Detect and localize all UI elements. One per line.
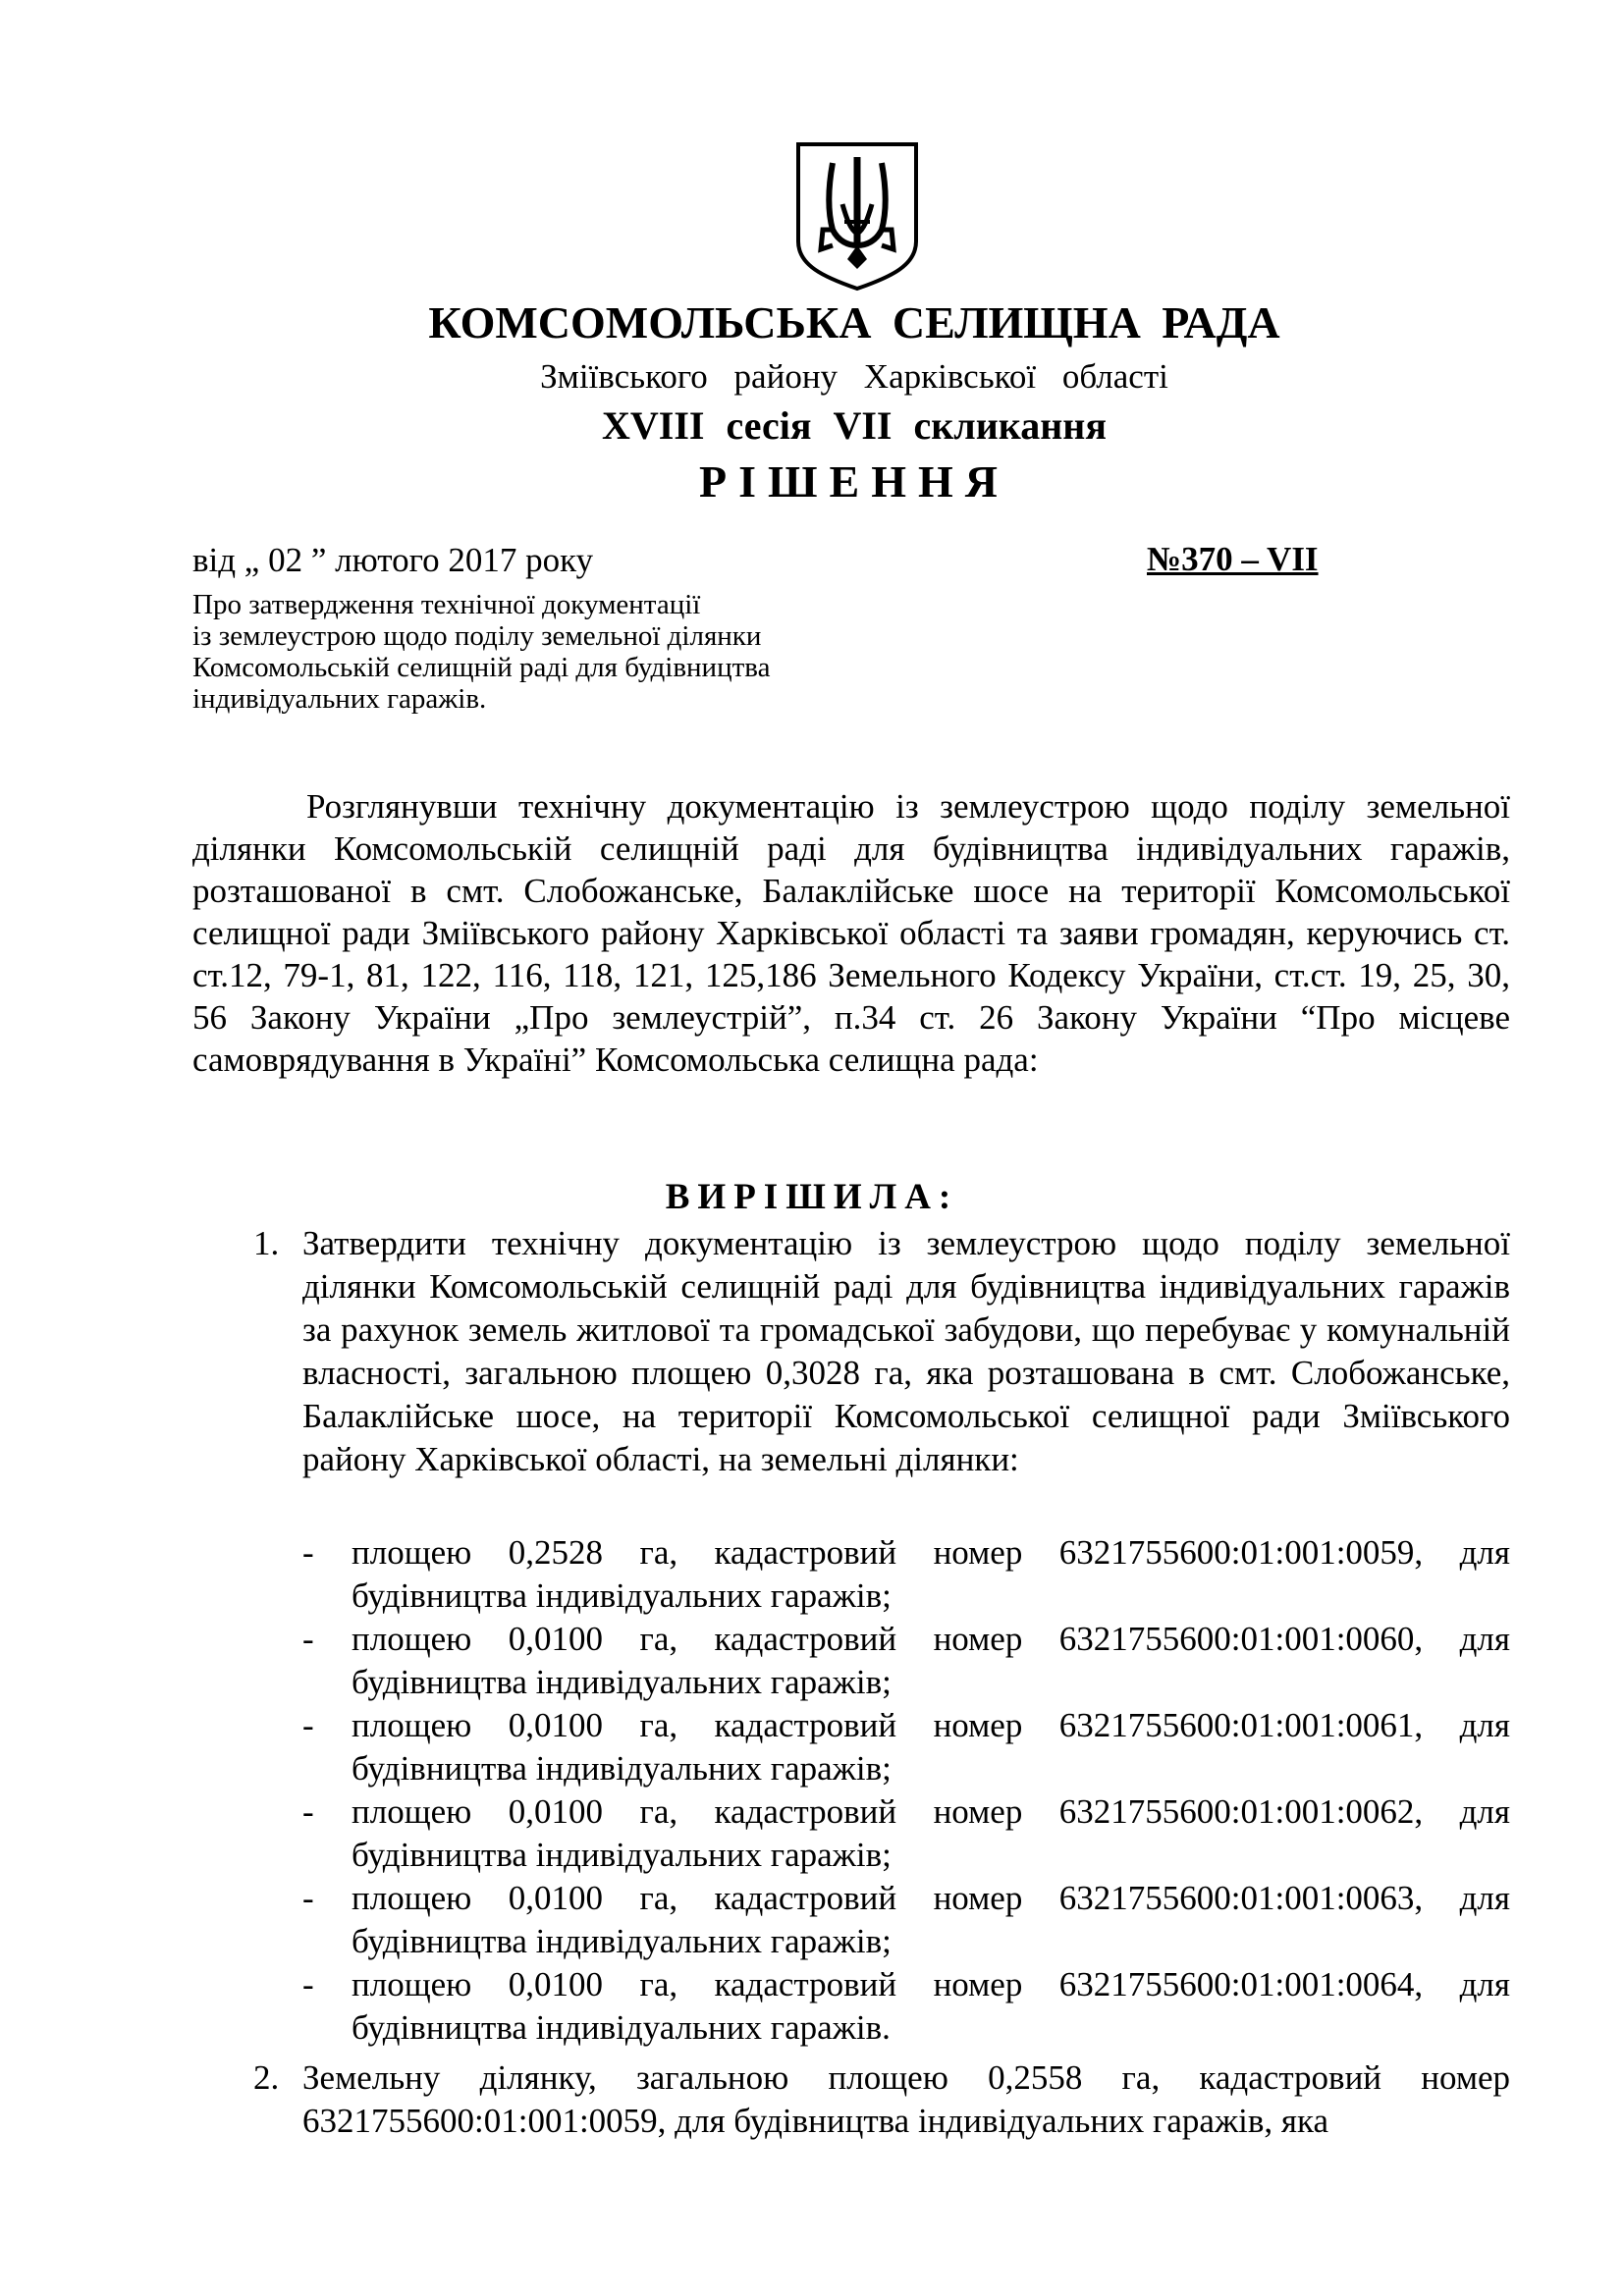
plot-text: площею 0,0100 га, кадастровий номер 6321755600:01:001:0062, для будівництва індивідуальних гаражів; <box>352 1792 1510 1874</box>
plot-list-item <box>302 1877 1510 1963</box>
subject-line: із землеустрою щодо поділу земельної ділянки <box>192 620 762 652</box>
decision-item <box>253 2056 1510 2143</box>
decision-number: №370 – VII <box>1147 540 1319 578</box>
list-dash: - <box>302 1965 314 2003</box>
list-dash: - <box>302 1879 314 1917</box>
list-dash: - <box>302 1706 314 1744</box>
item-number: 2. <box>253 2058 280 2097</box>
list-dash: - <box>302 1620 314 1658</box>
item-number: 1. <box>253 1224 280 1262</box>
organization-title: КОМСОМОЛЬСЬКА СЕЛИЩНА РАДА <box>428 297 1280 347</box>
decision-subject <box>192 589 939 715</box>
plots-list <box>302 1531 1510 2050</box>
decision-item <box>253 1222 1510 1481</box>
plot-list-item <box>302 1704 1510 1790</box>
plot-text: площею 0,0100 га, кадастровий номер 6321755600:01:001:0060, для будівництва індивідуальних гаражів; <box>352 1620 1510 1701</box>
session-line: XVIII сесія VII скликання <box>602 403 1107 448</box>
plot-list-item <box>302 1531 1510 1618</box>
subject-line: Комсомольській селищній раді для будівництва <box>192 652 771 683</box>
plot-text: площею 0,2528 га, кадастровий номер 6321755600:01:001:0059, для будівництва індивідуальних гаражів; <box>352 1533 1510 1615</box>
plot-list-item <box>302 1790 1510 1877</box>
item-text: Затвердити технічну документацію із землеустрою щодо поділу земельної ділянки Комсомольській селищній раді для будівництва індивідуальних гаражів за рахунок земель житлової та громадської забудови, що перебуває у комунальній власності, загальною площею 0,3028 га, яка розташована в смт. Слобожанське, Балаклійське шосе, на території Комсомольської селищної ради Зміївського району Харківської області, на земельні ділянки: <box>302 1224 1510 1478</box>
preamble-paragraph: Розглянувши технічну документацію із землеустрою щодо поділу земельної ділянки Комсомольській селищній раді для будівництва індивідуальних гаражів, розташованої в смт. Слобожанське, Балаклійське шосе на території Комсомольської селищної ради Зміївського району Харківської області та заяви громадян, керуючись ст. ст.12, 79-1, 81, 122, 116, 118, 121, 125,186 Земельного Кодексу України, ст.ст. 19, 25, 30, 56 Закону України „Про землеустрій”, п.34 ст. 26 Закону України “Про місцеве самоврядування в Україні” Комсомольська селищна рада: <box>192 787 1510 1079</box>
document-type-heading: РІШЕННЯ <box>699 456 1009 507</box>
decided-heading: ВИРІШИЛА: <box>665 1177 959 1217</box>
plot-list-item <box>302 1963 1510 2050</box>
organization-region: Зміївського району Харківської області <box>540 357 1168 396</box>
coat-of-arms-emblem <box>793 139 921 293</box>
plot-text: площею 0,0100 га, кадастровий номер 6321755600:01:001:0064, для будівництва індивідуальних гаражів. <box>352 1965 1510 2047</box>
plot-text: площею 0,0100 га, кадастровий номер 6321755600:01:001:0063, для будівництва індивідуальних гаражів; <box>352 1879 1510 1960</box>
subject-line: Про затвердження технічної документації <box>192 589 701 620</box>
list-dash: - <box>302 1792 314 1831</box>
plot-list-item <box>302 1618 1510 1704</box>
item-text: Земельну ділянку, загальною площею 0,2558 га, кадастровий номер 6321755600:01:001:0059, для будівництва індивідуальних гаражів, яка <box>302 2058 1510 2140</box>
list-dash: - <box>302 1533 314 1572</box>
decision-date: від „ 02 ” лютого 2017 року <box>192 541 594 579</box>
subject-line: індивідуальних гаражів. <box>192 683 487 715</box>
plot-text: площею 0,0100 га, кадастровий номер 6321755600:01:001:0061, для будівництва індивідуальних гаражів; <box>352 1706 1510 1788</box>
